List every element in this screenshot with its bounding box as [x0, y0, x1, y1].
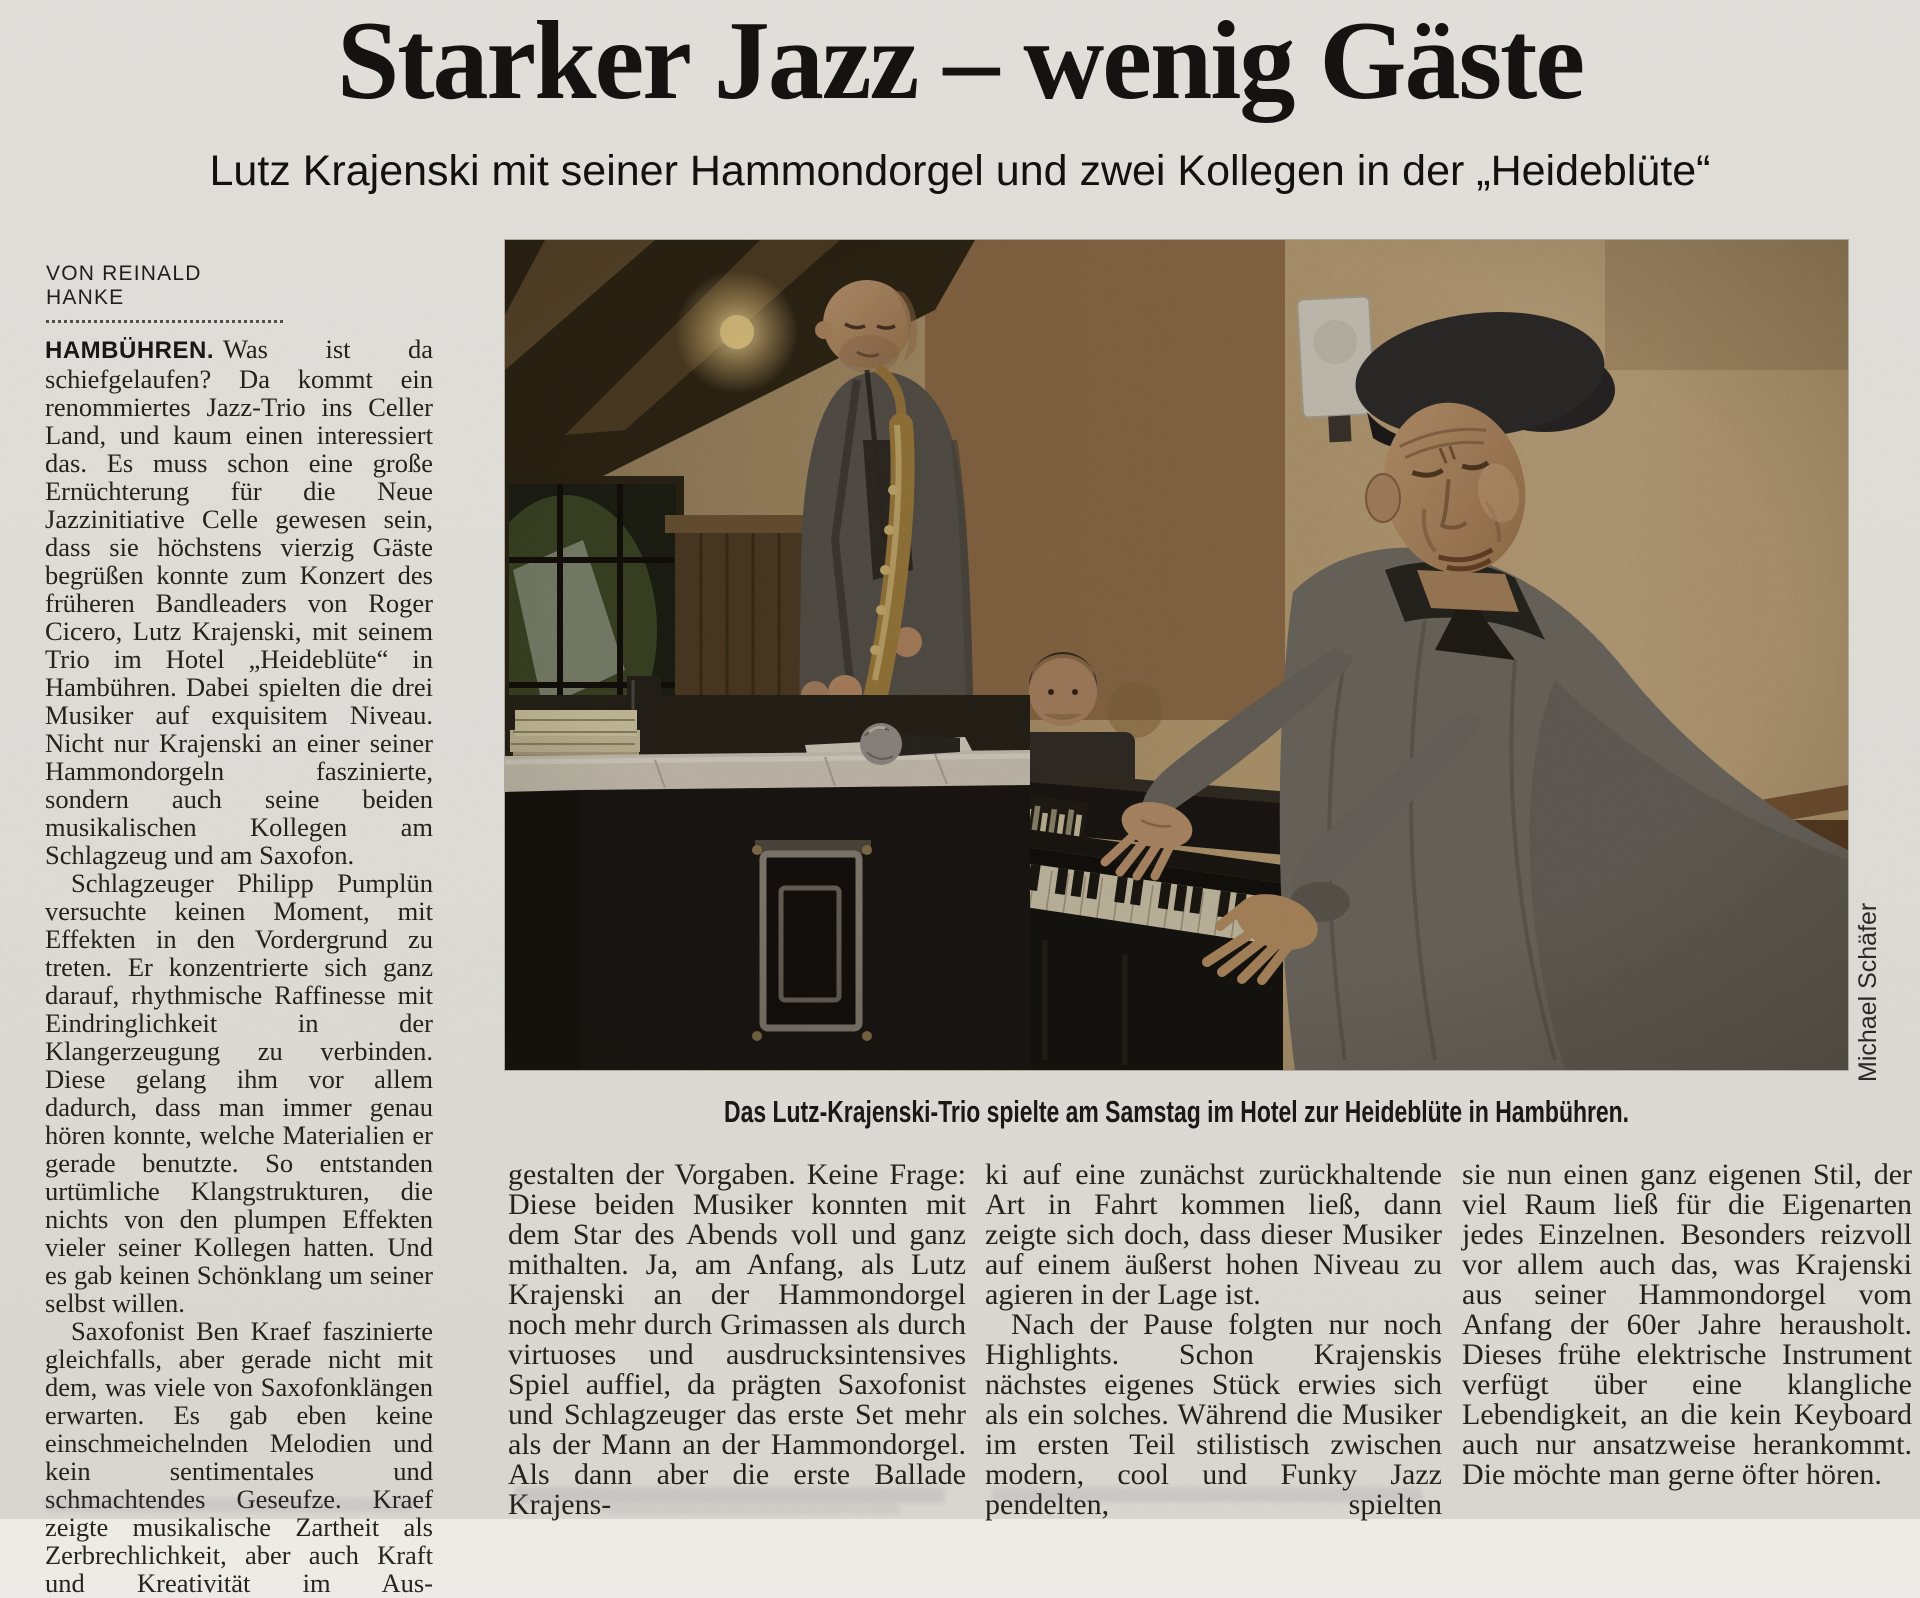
paragraph	[45, 335, 433, 869]
photo-credit: Michael Schäfer	[1854, 902, 1882, 1082]
paragraph: gestalten der Vorgaben. Keine Frage: Diese beiden Musiker konnten mit dem Star des Abends voll und ganz mithalten. Ja, am Anfang, als Lutz Krajenski an der Hammondorgel noch mehr durch Grimassen als durch virtuoses und ausdrucksintensives Spiel auffiel, da prägten Saxofonist und Schlagzeuger das erste Set mehr als der Mann an der Hammondorgel. Als dann aber die erste Ballade Krajens-	[508, 1158, 966, 1521]
photo-caption-text: Das Lutz-Krajenski-Trio spielte am Samstag im Hotel zur Heideblüte in Hambühren.	[723, 1094, 1630, 1129]
paragraph: sie nun einen ganz eigenen Stil, der viel Raum ließ für die Eigenarten jedes Einzelnen. Besonders reizvoll vor allem auch das, was Krajenski aus seiner Hammondorgel vom Anfang der 60er Jahre herausholt. Dieses frühe elektrische Instrument verfügt über eine klangliche Lebendigkeit, an die kein Keyboard auch nur ansatzweise herankommt. Die möchte man gerne öfter hören.	[1462, 1158, 1912, 1491]
body-column-4	[1462, 1160, 1912, 1490]
dateline: HAMBÜHREN.	[45, 337, 214, 364]
paragraph: Saxofonist Ben Kraef faszinierte gleichfalls, aber gerade nicht mit dem, was viele von Saxofonklängen erwarten. Es gab eben keine einschmeichelnden Melodien und kein sentimentales und schmachtendes Geseufze. Kraef zeigte musikalische Zartheit als Zerbrechlichkeit, aber auch Kraft und Kreativität im Aus-	[45, 1316, 433, 1598]
body-column-3	[985, 1160, 1442, 1520]
paragraph: ki auf eine zunächst zurückhaltende Art in Fahrt kommen ließ, dann zeigte sich doch, dass dieser Musiker auf einem äußerst hohen Niveau zu agieren in der Lage ist.	[985, 1158, 1442, 1311]
print-bleedthrough	[600, 1504, 900, 1514]
subhead: Lutz Krajenski mit seiner Hammondorgel und zwei Kollegen in der „Heideblüte“	[209, 147, 1711, 195]
photo-caption	[505, 1094, 1848, 1130]
body-column-2	[508, 1160, 966, 1520]
concert-photo	[505, 240, 1848, 1070]
paragraph: Schlagzeuger Philipp Pumplün versuchte keinen Moment, mit Effekten in den Vordergrund zu treten. Er konzentrierte sich ganz darauf, rhythmische Raffinesse mit Eindringlichkeit in der Klangerzeugung zu verbinden. Diese gelang ihm vor allem dadurch, dass man immer genau hören konnte, welche Materialien er gerade benutzte. So entstanden urtümliche Klangstrukturen, die nichts von den plumpen Effekten vieler seiner Kollegen hatten. Und es gab keinen Schönklang um seiner selbst willen.	[45, 868, 433, 1318]
headline: Starker Jazz – wenig Gäste	[336, 0, 1584, 123]
print-bleedthrough	[45, 1498, 415, 1512]
paragraph-text: Was ist da schiefgelaufen? Da kommt ein renommiertes Jazz-Trio ins Celler Land, und kaum einen interessiert das. Es muss schon eine große Ernüchterung für die Neue Jazzinitiative Celle gewesen sein, dass sie höchstens vierzig Gäste begrüßen konnte zum Konzert des früheren Bandleaders von Roger Cicero, Lutz Krajenski, mit seinem Trio im Hotel „Heideblüte“ in Hambühren. Dabei spielten die drei Musiker auf exquisitem Niveau. Nicht nur Krajenski an einer seiner Hammondorgeln faszinierte, sondern auch seine beiden musikalischen Kollegen am Schlagzeug und am Saxofon.	[45, 334, 433, 870]
print-bleedthrough	[515, 1487, 945, 1503]
byline: VON REINALD HANKE	[46, 262, 283, 323]
print-bleedthrough	[992, 1487, 1422, 1502]
paragraph: Nach der Pause folgten nur noch Highlights. Schon Krajenskis nächstes eigenes Stück erwies sich als ein solches. Während die Musiker im ersten Teil stilistisch zwischen modern, cool und Funky Jazz pendelten, spielten	[985, 1308, 1442, 1521]
vignette	[505, 240, 1848, 1070]
body-column-1	[45, 335, 433, 1597]
concert-photo-illustration	[505, 240, 1848, 1070]
